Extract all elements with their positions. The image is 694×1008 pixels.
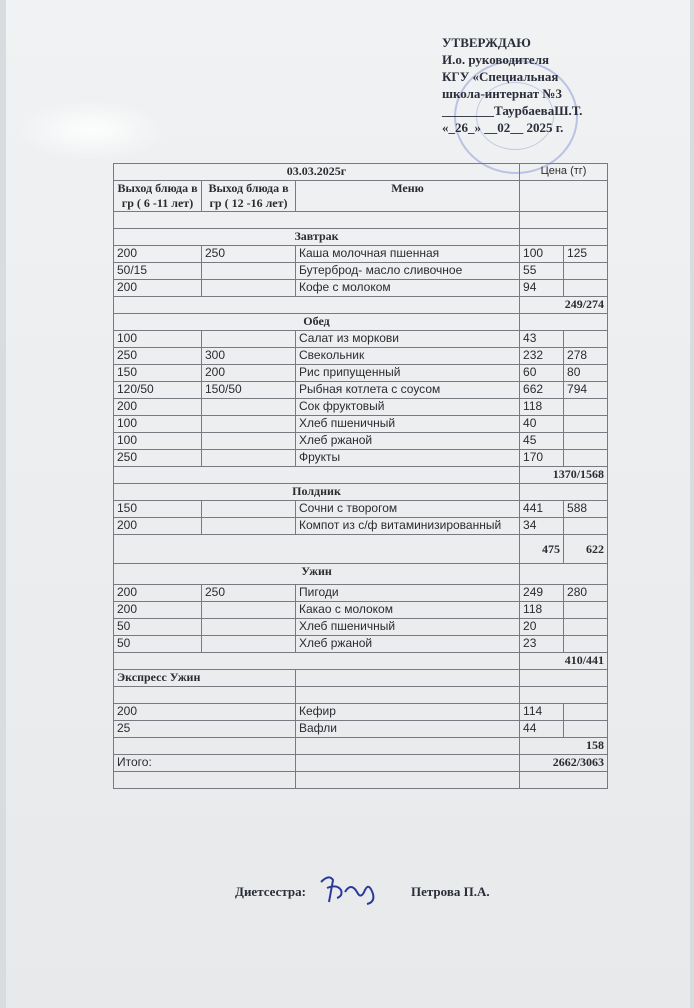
subtotal-row — [114, 297, 608, 314]
dish-name: Рыбная котлета с соусом — [296, 382, 520, 399]
price-senior — [564, 636, 608, 653]
price-senior — [564, 704, 608, 721]
price-senior: 280 — [564, 585, 608, 602]
table-row — [114, 636, 608, 653]
menu-header: Меню — [296, 181, 520, 212]
table-row — [114, 721, 608, 738]
approval-date: «_26_» __02__ 2025 г. — [442, 120, 564, 135]
table-row — [114, 246, 608, 263]
dinner-total: 410/441 — [520, 653, 608, 670]
yield-junior: 200 — [114, 585, 202, 602]
yield-junior: 50 — [114, 636, 202, 653]
dish-name: Сок фруктовый — [296, 399, 520, 416]
price-junior: 441 — [520, 501, 564, 518]
dish-name: Компот из с/ф витаминизированный — [296, 518, 520, 535]
dish-name: Салат из моркови — [296, 331, 520, 348]
yield-senior — [202, 280, 296, 297]
approval-title: УТВЕРЖДАЮ — [442, 35, 531, 50]
price-senior: 80 — [564, 365, 608, 382]
dish-name: Хлеб ржаной — [296, 636, 520, 653]
section-express — [114, 670, 608, 687]
yield-senior — [202, 450, 296, 467]
yield-junior: 200 — [114, 518, 202, 535]
price-senior: 278 — [564, 348, 608, 365]
yield-senior: 250 — [202, 246, 296, 263]
price-junior: 40 — [520, 416, 564, 433]
yield-senior — [202, 501, 296, 518]
price-senior — [564, 602, 608, 619]
price-junior: 249 — [520, 585, 564, 602]
table-row — [114, 348, 608, 365]
yield-senior: 300 — [202, 348, 296, 365]
yield: 200 — [114, 704, 296, 721]
dish-name: Каша молочная пшенная — [296, 246, 520, 263]
yield-junior: 50/15 — [114, 263, 202, 280]
price-senior — [564, 280, 608, 297]
price-senior — [564, 399, 608, 416]
table-row — [114, 382, 608, 399]
approval-position: И.о. руководителя — [442, 52, 550, 67]
handwritten-signature-icon — [317, 872, 387, 908]
table-row — [114, 619, 608, 636]
price-senior — [564, 450, 608, 467]
lunch-total: 1370/1568 — [520, 467, 608, 484]
price-junior: 44 — [520, 721, 564, 738]
column-header-row — [114, 181, 608, 212]
dish-name: Бутерброд- масло сливочное — [296, 263, 520, 280]
price-junior: 34 — [520, 518, 564, 535]
yield-junior: 120/50 — [114, 382, 202, 399]
table-row — [114, 433, 608, 450]
yield-senior: 150/50 — [202, 382, 296, 399]
table-row — [114, 501, 608, 518]
yield-senior — [202, 263, 296, 280]
subtotal-row — [114, 535, 608, 564]
express-rows — [114, 704, 608, 738]
dish-name: Свекольник — [296, 348, 520, 365]
snack-rows — [114, 501, 608, 535]
subtotal-row — [114, 467, 608, 484]
yield-junior: 50 — [114, 619, 202, 636]
dish-name: Какао с молоком — [296, 602, 520, 619]
price-senior: 588 — [564, 501, 608, 518]
yield-senior-header: Выход блюда в гр ( 12 -16 лет) — [202, 181, 296, 212]
yield-junior: 100 — [114, 433, 202, 450]
section-dinner — [114, 564, 608, 585]
yield-junior: 150 — [114, 365, 202, 382]
price-senior — [564, 263, 608, 280]
yield-junior: 250 — [114, 450, 202, 467]
yield-senior — [202, 331, 296, 348]
price-junior: 662 — [520, 382, 564, 399]
yield-senior — [202, 399, 296, 416]
section-snack — [114, 484, 608, 501]
yield-junior: 200 — [114, 246, 202, 263]
price-junior: 170 — [520, 450, 564, 467]
table-row — [114, 331, 608, 348]
price-senior: 125 — [564, 246, 608, 263]
yield-senior — [202, 619, 296, 636]
section-breakfast — [114, 229, 608, 246]
table-row — [114, 365, 608, 382]
dish-name: Хлеб пшеничный — [296, 416, 520, 433]
dish-name: Сочни с творогом — [296, 501, 520, 518]
breakfast-total: 249/274 — [520, 297, 608, 314]
dish-name: Фрукты — [296, 450, 520, 467]
section-title: Ужин — [114, 564, 520, 585]
approval-block — [442, 34, 642, 136]
price-junior: 23 — [520, 636, 564, 653]
price-senior — [564, 721, 608, 738]
yield-senior — [202, 416, 296, 433]
breakfast-rows — [114, 246, 608, 297]
table-row — [114, 280, 608, 297]
table-row — [114, 399, 608, 416]
price-junior: 114 — [520, 704, 564, 721]
price-junior: 100 — [520, 246, 564, 263]
menu-date: 03.03.2025г — [114, 164, 520, 181]
yield-junior: 100 — [114, 331, 202, 348]
express-total: 158 — [520, 738, 608, 755]
price-header: Цена (тг) — [520, 164, 608, 181]
price-junior: 118 — [520, 399, 564, 416]
yield-senior: 200 — [202, 365, 296, 382]
price-junior: 20 — [520, 619, 564, 636]
dish-name: Вафли — [296, 721, 520, 738]
lunch-rows — [114, 331, 608, 467]
price-junior: 94 — [520, 280, 564, 297]
subtotal-row — [114, 653, 608, 670]
signature-role: Диетсестра: — [235, 884, 306, 899]
grand-total-row — [114, 755, 608, 772]
dish-name: Хлеб ржаной — [296, 433, 520, 450]
dish-name: Пигоди — [296, 585, 520, 602]
dinner-rows — [114, 585, 608, 653]
table-header-row — [114, 164, 608, 181]
yield-junior: 200 — [114, 399, 202, 416]
light-glare — [16, 100, 166, 160]
approval-org-2: школа-интернат №3 — [442, 86, 562, 101]
yield-senior — [202, 433, 296, 450]
yield: 25 — [114, 721, 296, 738]
yield-senior — [202, 518, 296, 535]
price-junior: 55 — [520, 263, 564, 280]
yield-junior: 250 — [114, 348, 202, 365]
yield-junior: 100 — [114, 416, 202, 433]
signature-block — [235, 884, 490, 900]
section-title: Экспресс Ужин — [114, 670, 296, 687]
section-title: Полдник — [114, 484, 520, 501]
price-senior — [564, 518, 608, 535]
price-junior: 45 — [520, 433, 564, 450]
dish-name: Хлеб пшеничный — [296, 619, 520, 636]
price-senior — [564, 619, 608, 636]
table-row — [114, 518, 608, 535]
menu-table — [113, 163, 608, 789]
table-row — [114, 416, 608, 433]
table-row — [114, 585, 608, 602]
section-lunch — [114, 314, 608, 331]
yield-senior: 250 — [202, 585, 296, 602]
table-row — [114, 602, 608, 619]
approval-org: КГУ «Специальная — [442, 69, 559, 84]
price-junior: 60 — [520, 365, 564, 382]
price-junior: 43 — [520, 331, 564, 348]
price-senior: 794 — [564, 382, 608, 399]
price-junior: 232 — [520, 348, 564, 365]
snack-total-junior: 475 — [520, 535, 564, 564]
yield-junior-header: Выход блюда в гр ( 6 -11 лет) — [114, 181, 202, 212]
price-senior — [564, 433, 608, 450]
section-title: Завтрак — [114, 229, 520, 246]
signer-name: Петрова П.А. — [411, 884, 490, 899]
subtotal-row — [114, 738, 608, 755]
yield-junior: 150 — [114, 501, 202, 518]
yield-junior: 200 — [114, 280, 202, 297]
section-title: Обед — [114, 314, 520, 331]
price-junior: 118 — [520, 602, 564, 619]
approval-signer: ________ТаурбаеваШ.Т. — [442, 103, 583, 118]
table-row — [114, 450, 608, 467]
price-senior — [564, 331, 608, 348]
snack-total-senior: 622 — [564, 535, 608, 564]
dish-name: Кефир — [296, 704, 520, 721]
yield-senior — [202, 602, 296, 619]
table-row — [114, 263, 608, 280]
yield-junior: 200 — [114, 602, 202, 619]
table-row — [114, 704, 608, 721]
dish-name: Рис припущенный — [296, 365, 520, 382]
grand-total: 2662/3063 — [520, 755, 608, 772]
yield-senior — [202, 636, 296, 653]
total-label: Итого: — [114, 755, 296, 772]
dish-name: Кофе с молоком — [296, 280, 520, 297]
price-senior — [564, 416, 608, 433]
